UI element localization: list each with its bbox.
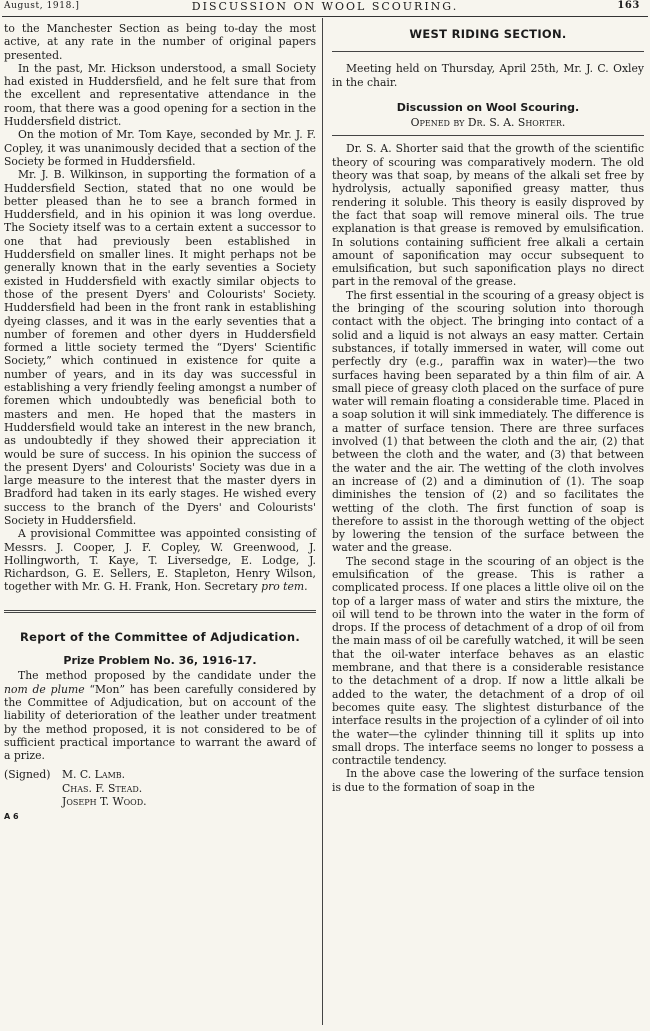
paragraph: Mr. J. B. Wilkinson, in supporting the formation of a Huddersfield Section, stated that no one would be better pleased than he to see a branch formed in Huddersfield, and in his opinion it was long overdue. The Society itself was to a certain extent a successor to one that had previously been established in Huddersfield on smaller lines. It might perhaps not be generally known that in the early seventies a Society existed in Huddersfield with exactly similar objects to those of the present Dyers' and Colourists' Society. Huddersfield had been in the front rank in establishing dyeing classes, and it was in the early seventies that a number of foremen and other dyers in Huddersfield formed a little society termed the “Dyers' Scientific Society,” which continued in existence for quite a number of years, and in its day was successful in establishing a very friendly feeling amongst a number of foremen which undoubtedly was beneficial both to masters and men. He hoped that the masters in Huddersfield would take an interest in the new branch, as undoubtedly if they showed their appreciation it would be sure of success. In his opinion the success of the present Dyers' and Colourists' Society was due in a large measure to the interest that the master dyers in Bradford had taken in its early stages. He wished every success to the branch of the Dyers' and Colourists' Society in Huddersfield. — [4, 168, 316, 527]
folio-mark: A 6 — [4, 812, 19, 822]
heading-rule — [332, 51, 644, 52]
paragraph: to the Manchester Section as being to-day the most active, at any rate in the number of original papers presented. — [4, 22, 316, 62]
discussion-heading: Discussion on Wool Scouring. — [396, 100, 580, 114]
provisional-text: A provisional Committee was appointed consisting of Messrs. J. Cooper, J. F. Copley, W. Greenwood, J. Hollingworth, T. Kaye, T. Liversedge, E. Lodge, J. Richardson, G. E. Sellers, E. Stapleton, Henry Wilson, together with Mr. G. H. Frank, Hon. Secretary — [4, 527, 316, 594]
signatory: M. C. Lamb. — [62, 768, 126, 782]
prize-paragraph — [4, 669, 316, 762]
signatory: Joseph T. Wood. — [62, 795, 147, 809]
paragraph: Dr. S. A. Shorter said that the growth of the scientific theory of scouring was comparatively modern. The old theory was that soap, by means of the alkali set free by hydrolysis, actually saponified greasy matter, thus rendering it soluble. This theory is easily disproved by the fact that soap will remove mineral oils. The true explanation is that grease is removed by emulsification. In solutions containing sufficient free alkali a certain amount of saponification may occur subsequent to emulsification, but such saponification plays no direct part in the removal of the grease. — [332, 142, 644, 289]
paragraph: On the motion of Mr. Tom Kaye, seconded by Mr. J. F. Copley, it was unanimously decided that a section of the Society be formed in Huddersfield. — [4, 128, 316, 168]
right-column — [332, 22, 644, 794]
column-divider — [322, 18, 323, 1025]
header-title: DISCUSSION ON WOOL SCOURING. — [191, 0, 459, 13]
provisional-committee-paragraph — [4, 527, 316, 593]
signed-label: (Signed) — [4, 768, 51, 782]
header-date: August, 1918.] — [4, 1, 80, 11]
meeting-note: Meeting held on Thursday, April 25th, Mr. J. C. Oxley in the chair. — [332, 62, 644, 89]
paragraph: In the past, Mr. Hickson understood, a small Society had existed in Huddersfield, and he felt sure that from the excellent and representative attendance in the room, that there was a good opening for a section in the Huddersfield district. — [4, 61, 316, 129]
paragraph: The first essential in the scouring of a greasy object is the bringing of the scouring solution into thorough contact with the object. The bringing into contact of a solid and a liquid is not always an easy matter. Certain substances, if totally immersed in water, will come out perfectly dry (e.g., paraffin wax in water)—the two surfaces having been separated by a thin film of air. A small piece of greasy cloth placed on the surface of pure water will remain floating a considerable time. Placed in a soap solution it will sink immediately. The difference is a matter of surface tension. There are three surfaces involved (1) that between the cloth and the air, (2) that between the cloth and the water, and (3) that between the water and the air. The wetting of the cloth involves an increase of (2) and a diminution of (1). The soap diminishes the tension of (2) and so facilitates the wetting of the cloth. The first function of soap is therefore to assist in the thorough wetting of the object by lowering the tension of the surface between the water and the grease. — [332, 288, 644, 555]
prize-text-b: “Mon” has been carefully considered by the Committee of Adjudication, but on account of the liability of deterioration of the leather under treatment by the method proposed, it is not considered to be of sufficient practical importance to warrant the award of a prize. — [4, 682, 316, 763]
committee-heading: Report of the Committee of Adjudication. — [19, 629, 300, 644]
page-number: 163 — [617, 0, 640, 11]
left-column — [4, 22, 316, 824]
signatures — [4, 768, 316, 808]
nom-de-plume: nom de plume — [4, 682, 85, 696]
paragraph: In the above case the lowering of the surface tension is due to the formation of soap in the — [332, 767, 644, 794]
prize-text-a: The method proposed by the candidate under the — [18, 669, 316, 683]
section-divider — [4, 610, 316, 613]
opened-by: Opened by Dr. S. A. Shorter. — [410, 116, 566, 130]
header-rule — [2, 16, 648, 17]
section-heading: WEST RIDING SECTION. — [409, 27, 567, 41]
heading-rule — [332, 135, 644, 136]
running-header — [4, 0, 646, 16]
prize-heading: Prize Problem No. 36, 1916-17. — [63, 654, 257, 668]
paragraph: The second stage in the scouring of an object is the emulsification of the grease. This is rather a complicated process. If one places a little olive oil on the top of a larger mass of water and stirs the mixture, the oil will tend to be thrown into the water in the form of drops. If the process of detachment of a drop of oil from the main mass of oil be carefully watched, it will be seen that the oil-water interface behaves as an elastic membrane, and that there is a considerable resistance to the detachment of a drop. If now a little alkali be added to the water, the detachment of a drop of oil becomes quite easy. The slightest disturbance of the interface results in the projection of a cylinder of oil into the water—the cylinder thinning till it splits up into small drops. The interface seems no longer to possess a contractile tendency. — [332, 554, 644, 768]
pro-tem: pro tem. — [261, 580, 308, 594]
signatory: Chas. F. Stead. — [62, 781, 143, 795]
